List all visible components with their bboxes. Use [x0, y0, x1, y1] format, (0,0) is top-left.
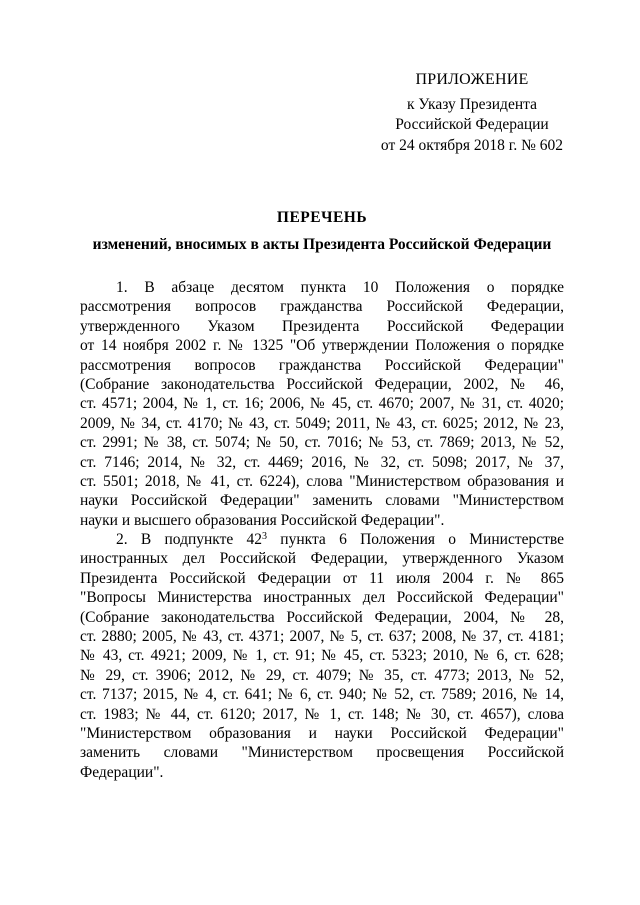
- text-line: "Министерством образования и науки Российской Федерации": [80, 724, 564, 742]
- text-line: ст. 2880; 2005, № 43, ст. 4371; 2007, № 5, ст. 637; 2008, № 37, ст. 4181;: [80, 628, 564, 646]
- text-line: ст. 5501; 2018, № 41, ст. 6224), слова "Министерством образования и: [80, 472, 564, 490]
- appendix-block: [372, 70, 572, 156]
- text-line: ст. 1983; № 44, ст. 6120; 2017, № 1, ст. 148; № 30, ст. 4657), слова: [80, 705, 564, 723]
- text-line: Федерации".: [80, 763, 164, 781]
- appendix-line-1: к Указу Президента: [407, 95, 537, 113]
- text-line: науки Российской Федерации" заменить словами "Министерством: [80, 492, 564, 510]
- text-line: ст. 4571; 2004, № 1, ст. 16; 2006, № 45, ст. 4670; 2007, № 31, ст. 4020;: [80, 395, 564, 413]
- text-line: (Собрание законодательства Российской Федерации, 2002, № 46,: [80, 375, 564, 393]
- text-line: рассмотрения вопросов гражданства Российской Федерации": [80, 356, 564, 374]
- item-2: [80, 530, 564, 782]
- title-block: [80, 208, 564, 255]
- item-2-first-pre: 2. В подпункте 42: [116, 531, 263, 549]
- text-line: рассмотрения вопросов гражданства Российской Федерации,: [80, 298, 564, 316]
- item-2-first-post: пункта 6 Положения о Министерстве: [267, 531, 564, 549]
- superscript: 3: [262, 531, 268, 543]
- item-1: [80, 278, 564, 530]
- appendix-line-3: от 24 октября 2018 г. № 602: [380, 136, 564, 154]
- text-line: иностранных дел Российской Федерации, утвержденного Указом: [80, 550, 564, 568]
- text-line: 2009, № 34, ст. 4170; № 43, ст. 5049; 2011, № 43, ст. 6025; 2012, № 23,: [80, 414, 564, 432]
- body-text: [80, 278, 564, 782]
- text-line: Президента Российской Федерации от 11 июля 2004 г. № 865: [80, 569, 564, 587]
- text-line: "Вопросы Министерства иностранных дел Российской Федерации": [80, 589, 564, 607]
- text-line: № 29, ст. 3906; 2012, № 29, ст. 4079; № 35, ст. 4773; 2013, № 52,: [80, 666, 564, 684]
- text-line: ст. 7146; 2014, № 32, ст. 4469; 2016, № 32, ст. 5098; 2017, № 37,: [80, 453, 564, 471]
- text-line: (Собрание законодательства Российской Федерации, 2004, № 28,: [80, 608, 564, 626]
- text-line: от 14 ноября 2002 г. № 1325 "Об утверждении Положения о порядке: [80, 337, 564, 355]
- text-line: ст. 2991; № 38, ст. 5074; № 50, ст. 7016; № 53, ст. 7869; 2013, № 52,: [80, 434, 564, 452]
- document-subtitle: изменений, вносимых в акты Президента Российской Федерации: [92, 236, 552, 253]
- appendix-heading: ПРИЛОЖЕНИЕ: [415, 71, 529, 88]
- text-line: [80, 530, 564, 549]
- text-line: науки и высшего образования Российской Федерации".: [80, 511, 445, 529]
- text-line: утвержденного Указом Президента Российской Федерации: [80, 317, 564, 335]
- document-title: ПЕРЕЧЕНЬ: [276, 209, 368, 226]
- text-line: заменить словами "Министерством просвещения Российской: [80, 744, 564, 762]
- text-line: 1. В абзаце десятом пункта 10 Положения о порядке: [116, 279, 564, 296]
- text-line: ст. 7137; 2015, № 4, ст. 641; № 6, ст. 940; № 52, ст. 7589; 2016, № 14,: [80, 686, 564, 704]
- appendix-line-2: Российской Федерации: [395, 116, 549, 133]
- text-line: № 43, ст. 4921; 2009, № 1, ст. 91; № 45, ст. 5323; 2010, № 6, ст. 628;: [80, 647, 564, 665]
